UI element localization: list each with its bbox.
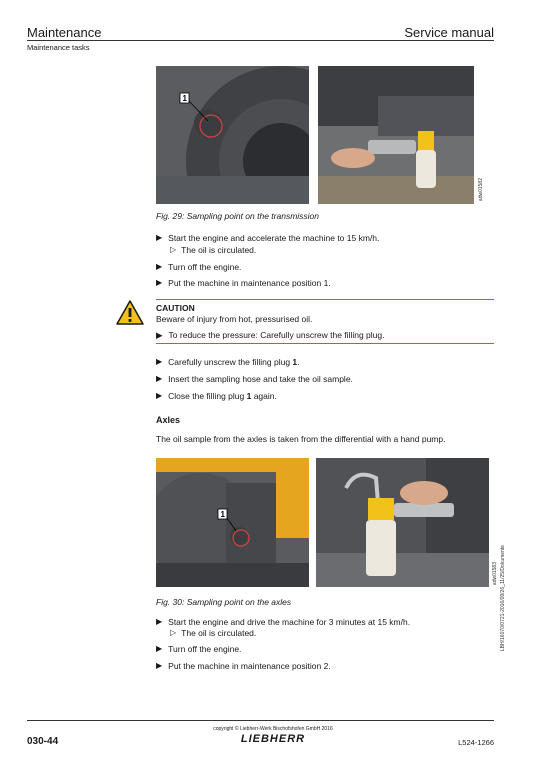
bullet-arrow-icon: ▶ [156,617,163,626]
caution-box [156,299,494,344]
bullet-arrow-icon: ▶ [156,262,163,271]
bullet-arrow-icon: ▶ [156,357,163,366]
step-turn-off: ▶ Turn off the engine. [156,262,242,272]
figure2-caption: Fig. 30: Sampling point on the axles [156,597,292,607]
bullet-arrow-icon: ▶ [156,330,163,340]
machine-model: L524-1266 [458,738,494,747]
result-arrow-icon: ▷ [170,245,177,254]
figure1-callout: 1 [182,94,187,103]
figure2-callout: 1 [220,510,225,519]
figure1-caption: Fig. 29: Sampling point on the transmission [156,211,320,221]
step-start-engine: ▶ Start the engine and accelerate the machine to 15 km/h. [156,233,380,243]
document-id: LBH/16070/0721-2016/09/26_11/25/Dokumente [500,545,506,652]
header-subsection: Maintenance tasks [27,43,90,52]
bullet-arrow-icon: ▶ [156,661,163,670]
figure1-image-id: adw01582 [478,178,484,202]
step-close-plug: ▶ Close the filling plug 1 again. [156,391,277,401]
bullet-arrow-icon: ▶ [156,374,163,383]
footer-divider [27,720,494,721]
result-arrow-icon: ▷ [170,628,177,637]
transmission-photo-left [156,66,309,204]
warning-triangle-icon [116,300,144,325]
header-manual: Service manual [404,25,494,40]
step-insert-hose: ▶ Insert the sampling hose and take the oil sample. [156,374,353,384]
brand-logo: LIEBHERR [240,733,306,745]
copyright-text: copyright © Liebherr-Werk Bischofshofen GmbH 2016 [213,726,333,732]
step-result: ▷ The oil is circulated. [170,245,257,255]
bullet-arrow-icon: ▶ [156,233,163,242]
caution-title: CAUTION [156,303,195,313]
step-unscrew-plug: ▶ Carefully unscrew the filling plug 1. [156,357,300,367]
header-divider [27,40,494,41]
axles-heading: Axles [156,415,181,425]
header-section: Maintenance [27,25,102,40]
caution-text: Beware of injury from hot, pressurised oil. [156,314,313,324]
bullet-arrow-icon: ▶ [156,391,163,400]
page-number: 030-44 [27,736,59,747]
axles-paragraph: The oil sample from the axles is taken from the differential with a hand pump. [156,434,446,444]
bullet-arrow-icon: ▶ [156,644,163,653]
figure2-image-id: adw01583 [492,562,498,586]
transmission-photo-right [318,66,474,204]
axles-photo-left [156,458,309,587]
caution-step: ▶ To reduce the pressure: Carefully unscrew the filling plug. [156,330,385,340]
step-maintenance-position: ▶ Put the machine in maintenance position 1. [156,278,331,288]
step-maintenance-position-2: ▶ Put the machine in maintenance position 2. [156,661,331,671]
step-turn-off-2: ▶ Turn off the engine. [156,644,242,654]
axles-photo-right [316,458,489,587]
bullet-arrow-icon: ▶ [156,278,163,287]
step-result-2: ▷ The oil is circulated. [170,628,257,638]
step-drive-machine: ▶ Start the engine and drive the machine for 3 minutes at 15 km/h. [156,617,411,627]
